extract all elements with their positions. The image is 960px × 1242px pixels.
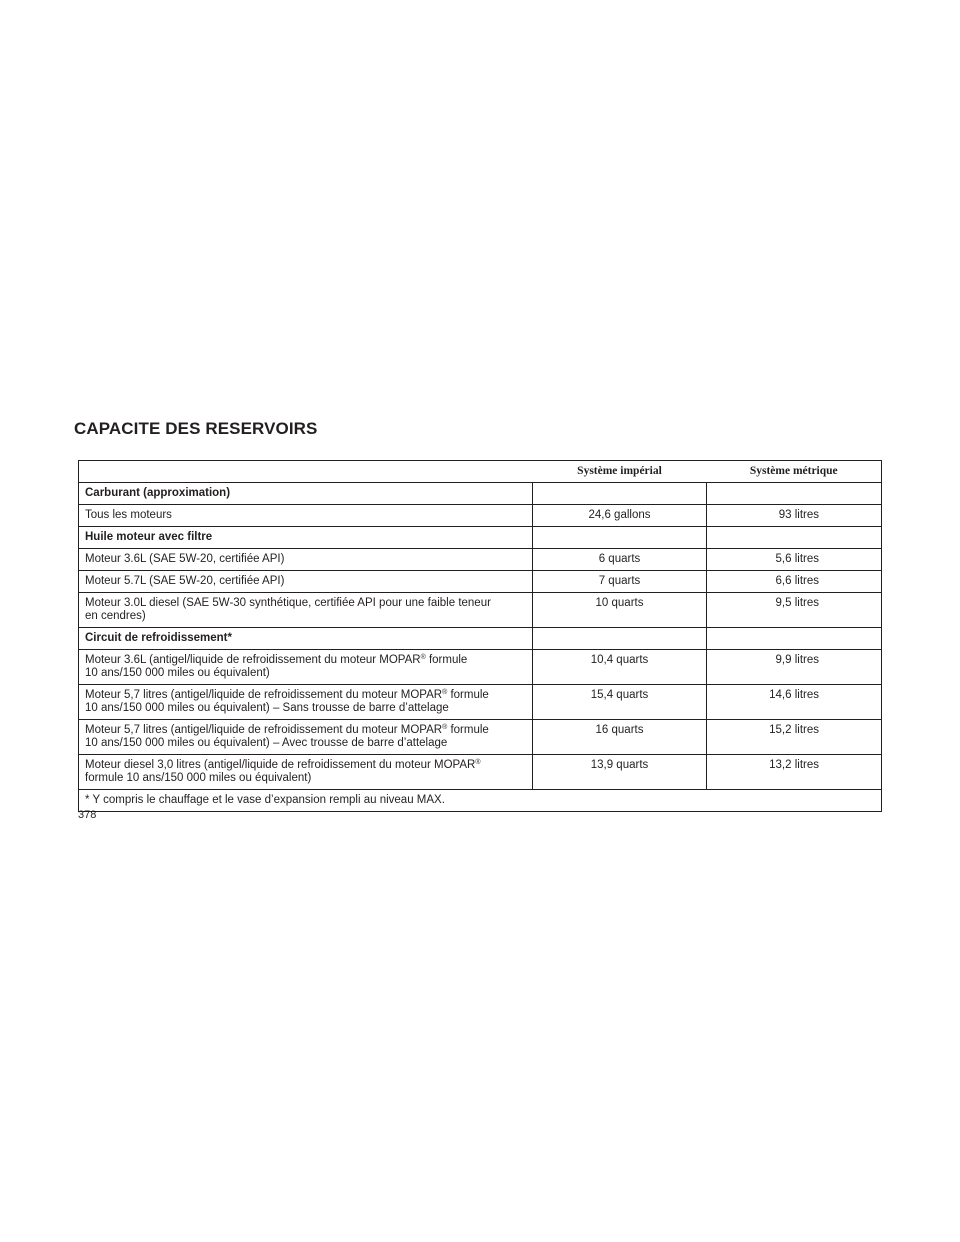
imperial-value	[533, 628, 707, 650]
metric-value: 5,6 litres	[707, 549, 882, 571]
row-label: Moteur 3.6L (SAE 5W-20, certifiée API)	[79, 549, 533, 571]
table-row	[79, 720, 882, 755]
page-title: CAPACITE DES RESERVOIRS	[74, 419, 318, 438]
metric-value: 9,9 litres	[707, 650, 882, 685]
imperial-value: 13,9 quarts	[533, 755, 707, 790]
metric-value: 14,6 litres	[707, 685, 882, 720]
row-label: Moteur 5,7 litres (antigel/liquide de refroidissement du moteur MOPAR® formule 10 ans/150 000 miles ou équivalent) – Sans trousse de barre d’attelage	[79, 685, 533, 720]
table-row	[79, 685, 882, 720]
row-label: Moteur 3.6L (antigel/liquide de refroidissement du moteur MOPAR® formule 10 ans/150 000 miles ou équivalent)	[79, 650, 533, 685]
imperial-value: 10,4 quarts	[533, 650, 707, 685]
table-row	[79, 505, 882, 527]
table-body	[79, 483, 882, 790]
table-row	[79, 593, 882, 628]
metric-value	[707, 628, 882, 650]
capacity-table	[78, 460, 882, 812]
imperial-value: 15,4 quarts	[533, 685, 707, 720]
imperial-value: 6 quarts	[533, 549, 707, 571]
imperial-value	[533, 527, 707, 549]
table-row	[79, 549, 882, 571]
row-label: Moteur 5.7L (SAE 5W-20, certifiée API)	[79, 571, 533, 593]
imperial-value	[533, 483, 707, 505]
section-row	[79, 628, 882, 650]
section-row	[79, 483, 882, 505]
row-label: Moteur diesel 3,0 litres (antigel/liquide de refroidissement du moteur MOPAR® formule 10 ans/150 000 miles ou équivalent)	[79, 755, 533, 790]
imperial-value: 16 quarts	[533, 720, 707, 755]
registered-mark: ®	[442, 689, 448, 696]
table-row	[79, 571, 882, 593]
registered-mark: ®	[420, 654, 426, 661]
row-label: Moteur 3.0L diesel (SAE 5W-30 synthétique, certifiée API pour une faible teneur en cendres)	[79, 593, 533, 628]
section-label: Carburant (approximation)	[79, 483, 533, 505]
header-blank-cell	[79, 461, 533, 483]
section-row	[79, 527, 882, 549]
metric-value	[707, 527, 882, 549]
header-imperial: Système impérial	[533, 461, 707, 483]
section-label: Huile moteur avec filtre	[79, 527, 533, 549]
metric-value	[707, 483, 882, 505]
registered-mark: ®	[442, 724, 448, 731]
imperial-value: 24,6 gallons	[533, 505, 707, 527]
metric-value: 13,2 litres	[707, 755, 882, 790]
footnote-row	[79, 790, 882, 812]
table-row	[79, 755, 882, 790]
registered-mark: ®	[475, 759, 481, 766]
metric-value: 15,2 litres	[707, 720, 882, 755]
table-header-row	[79, 461, 882, 483]
metric-value: 93 litres	[707, 505, 882, 527]
table-row	[79, 650, 882, 685]
table-footnote: * Y compris le chauffage et le vase d’expansion rempli au niveau MAX.	[79, 790, 882, 812]
section-label: Circuit de refroidissement*	[79, 628, 533, 650]
page-number: 378	[78, 809, 97, 821]
header-metric: Système métrique	[707, 461, 882, 483]
metric-value: 6,6 litres	[707, 571, 882, 593]
imperial-value: 10 quarts	[533, 593, 707, 628]
imperial-value: 7 quarts	[533, 571, 707, 593]
metric-value: 9,5 litres	[707, 593, 882, 628]
row-label: Tous les moteurs	[79, 505, 533, 527]
row-label: Moteur 5,7 litres (antigel/liquide de refroidissement du moteur MOPAR® formule 10 ans/150 000 miles ou équivalent) – Avec trousse de barre d’attelage	[79, 720, 533, 755]
